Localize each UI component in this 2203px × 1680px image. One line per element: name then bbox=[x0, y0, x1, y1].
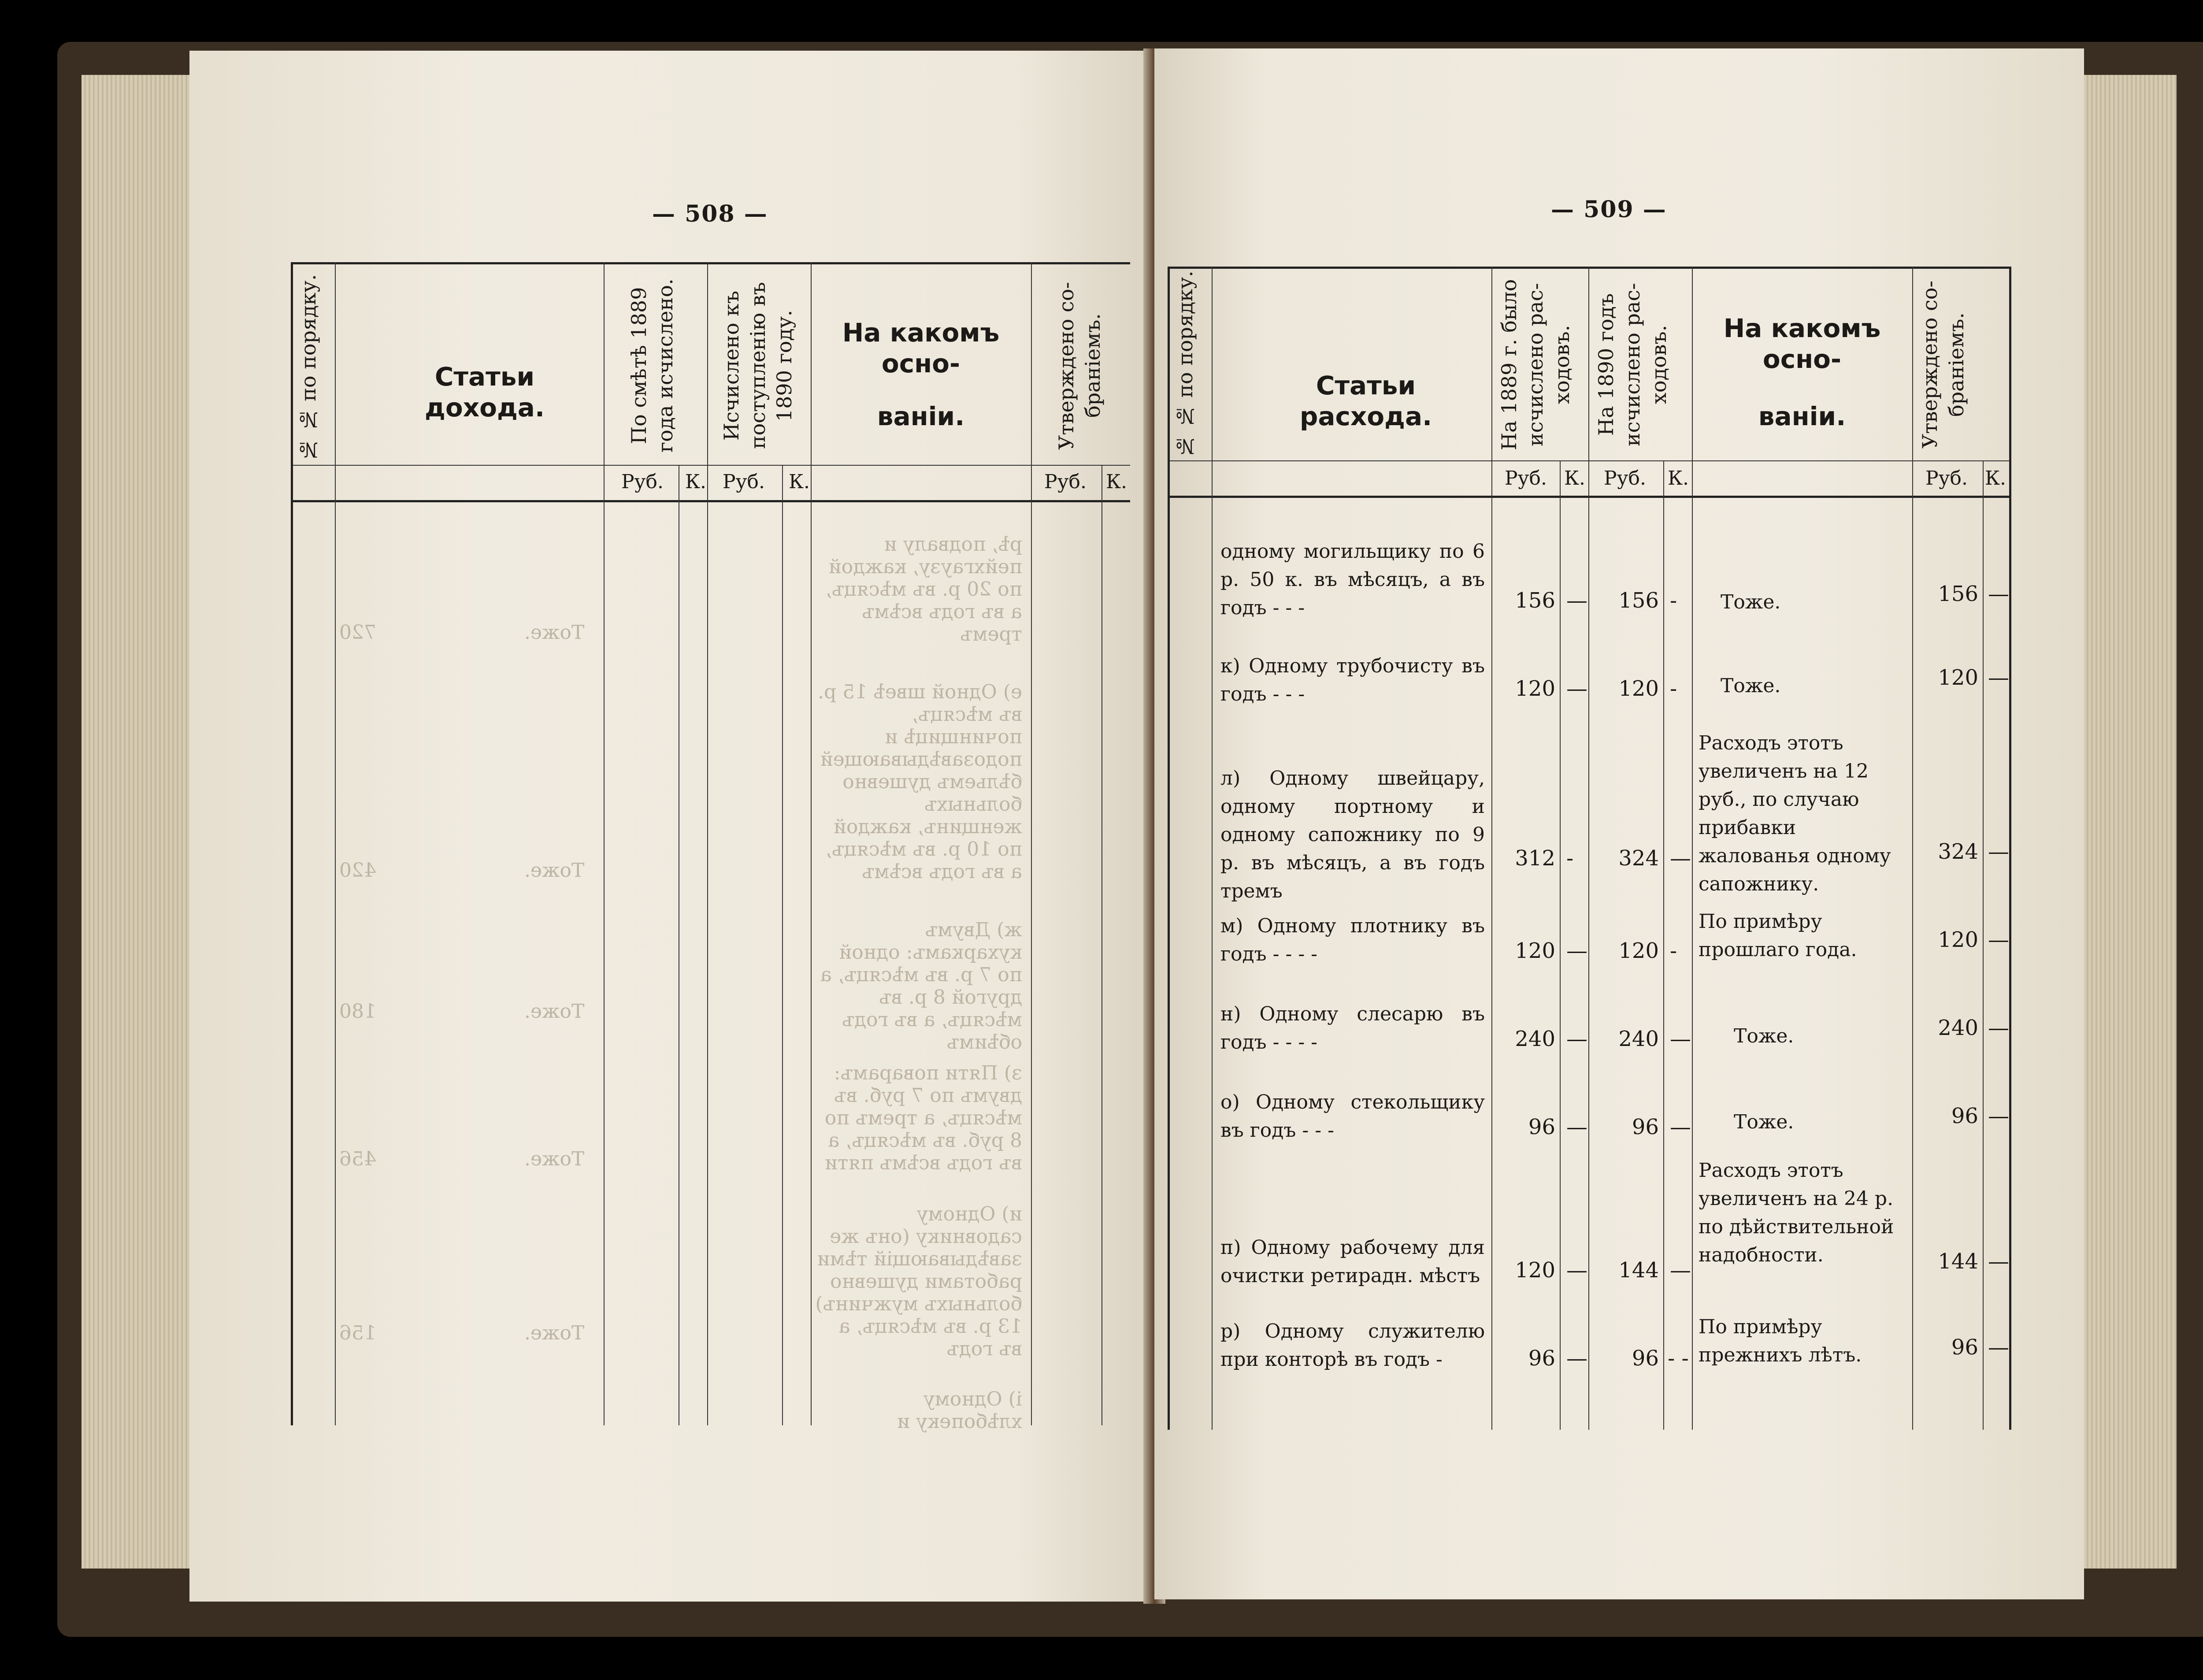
expense-1890-value: 96 bbox=[1632, 1115, 1659, 1139]
show-through-basis: Тоже. bbox=[524, 1148, 585, 1170]
expense-approved-value: 120 bbox=[1938, 665, 1978, 690]
expense-1889-kop: — bbox=[1566, 588, 1587, 613]
right-col-divider bbox=[1663, 460, 1664, 1430]
right-unit-kop: К. bbox=[1564, 467, 1586, 490]
expense-approved-kop: — bbox=[1988, 665, 2009, 690]
expense-approved-value: 156 bbox=[1938, 582, 1978, 606]
right-col-divider bbox=[1692, 267, 1693, 1430]
right-header-order: № № по порядку. bbox=[1173, 271, 1197, 458]
show-through-value: 720 bbox=[339, 621, 376, 644]
show-through-row: і) Одному хлѣбопеку и bbox=[897, 1388, 1022, 1433]
expense-approved-kop: — bbox=[1988, 927, 2009, 952]
expense-row-description: н) Одному слесарю въ годъ - - - - bbox=[1220, 1003, 1485, 1053]
left-header-bottom-rule bbox=[291, 500, 1130, 502]
expense-1889-kop: — bbox=[1566, 1027, 1587, 1051]
show-through-basis: Тоже. bbox=[524, 621, 585, 644]
left-header-approved: Утверждено со- браніемъ. bbox=[1054, 282, 1105, 450]
expense-1890-kop: - - bbox=[1668, 1346, 1689, 1371]
expense-approved-kop: — bbox=[1988, 582, 2009, 606]
expense-1889-value: 120 bbox=[1515, 938, 1555, 963]
left-header-basis-1: На какомъ осно- bbox=[842, 318, 1000, 378]
expense-1890-kop: - bbox=[1670, 938, 1677, 963]
left-col-divider bbox=[811, 262, 812, 1425]
expense-approved-kop: — bbox=[1988, 1016, 2009, 1040]
expense-basis: Расходъ этотъ увеличенъ на 24 р. по дѣйствительной надобности. bbox=[1699, 1159, 1894, 1266]
left-table-border bbox=[291, 262, 293, 1425]
expense-1889-kop: — bbox=[1566, 1115, 1587, 1139]
right-col-divider bbox=[1560, 460, 1561, 1430]
expense-1889-value: 96 bbox=[1528, 1115, 1555, 1139]
expense-row-description: к) Одному трубочисту въ годъ - - - bbox=[1220, 655, 1485, 705]
expense-approved-value: 240 bbox=[1938, 1016, 1978, 1040]
expense-1890-value: 120 bbox=[1618, 938, 1659, 963]
left-unit-kop: К. bbox=[1106, 471, 1127, 493]
expense-1890-kop: — bbox=[1670, 846, 1691, 871]
expense-approved-value: 324 bbox=[1938, 839, 1978, 864]
expense-1889-kop: - bbox=[1566, 846, 1574, 871]
expense-basis: Расходъ этотъ увеличенъ на 12 руб., по случаю прибавки жалованья одному сапожнику. bbox=[1699, 732, 1891, 895]
expense-1890-value: 144 bbox=[1618, 1258, 1659, 1283]
left-unit-rub: Руб. bbox=[723, 471, 765, 493]
expense-1890-kop: - bbox=[1670, 676, 1677, 701]
expense-row-description: одному могильщику по 6 р. 50 к. въ мѣсяцъ, а въ годъ - - - bbox=[1220, 540, 1485, 619]
left-page-edges bbox=[82, 75, 192, 1569]
show-through-value: 180 bbox=[339, 1000, 376, 1023]
expense-1889-value: 120 bbox=[1515, 1258, 1555, 1283]
expense-approved-kop: — bbox=[1988, 1249, 2009, 1274]
left-header-1889: По смѣтѣ 1889 года исчислено. bbox=[627, 278, 677, 453]
expense-approved-value: 144 bbox=[1938, 1249, 1978, 1274]
right-table-border bbox=[2009, 267, 2011, 1430]
expense-approved-value: 96 bbox=[1951, 1335, 1978, 1360]
expense-1890-value: 120 bbox=[1618, 676, 1659, 701]
expense-1890-value: 156 bbox=[1618, 588, 1659, 613]
right-unit-rub: Руб. bbox=[1604, 467, 1646, 490]
expense-1889-value: 312 bbox=[1515, 846, 1555, 871]
right-table-top-rule bbox=[1168, 267, 2011, 269]
left-unit-rub: Руб. bbox=[1044, 471, 1087, 493]
right-header-basis-1: На какомъ осно- bbox=[1723, 313, 1881, 374]
expense-row-description: о) Одному стекольщику въ годъ - - - bbox=[1220, 1091, 1485, 1142]
show-through-row: з) Пяти поварамъ: двумъ по 7 руб. въ мѣсяцъ, а тремъ по 8 руб. въ мѣсяцъ, а въ годъ всѣмъ пяти bbox=[824, 1062, 1022, 1174]
left-col-divider bbox=[604, 262, 605, 1425]
right-col-divider bbox=[1491, 267, 1492, 1430]
right-unit-rub: Руб. bbox=[1925, 467, 1968, 490]
show-through-basis: Тоже. bbox=[524, 1000, 585, 1023]
left-col-divider bbox=[707, 262, 708, 1425]
expense-basis: Тоже. bbox=[1721, 675, 1781, 697]
expense-1889-value: 156 bbox=[1515, 588, 1555, 613]
left-unit-rub: Руб. bbox=[621, 471, 664, 493]
expense-1889-value: 96 bbox=[1528, 1346, 1555, 1371]
right-col-divider bbox=[1983, 460, 1984, 1430]
right-unit-kop: К. bbox=[1985, 467, 2006, 490]
expense-basis: Тоже. bbox=[1734, 1111, 1794, 1133]
show-through-value: 420 bbox=[339, 859, 376, 882]
expense-1889-kop: — bbox=[1566, 938, 1587, 963]
show-through-basis: Тоже. bbox=[524, 859, 585, 882]
show-through-value: 156 bbox=[339, 1322, 376, 1344]
right-units-rule bbox=[1168, 460, 2011, 461]
right-header-bottom-rule bbox=[1168, 496, 2011, 498]
show-through-row: и) Одному садовнику (онъ же завѣдывающій тѣми работами душевно больныхъ мужчинъ) 13 р. въ мѣсяцъ, а въ годъ bbox=[815, 1203, 1022, 1360]
left-page-number: — 508 — bbox=[652, 200, 768, 227]
right-page-number: — 509 — bbox=[1551, 196, 1667, 223]
expense-row-description: л) Одному швейцару, одному портному и одному сапожнику по 9 р. въ мѣсяцъ, а въ годъ тремъ bbox=[1220, 767, 1485, 902]
expense-1889-kop: — bbox=[1566, 676, 1587, 701]
left-header-1890: Исчислено къ поступленію въ 1890 году. bbox=[719, 282, 796, 449]
left-col-divider bbox=[335, 262, 336, 1425]
left-unit-kop: К. bbox=[789, 471, 810, 493]
right-header-basis-2: ваніи. bbox=[1758, 401, 1846, 431]
expense-1889-kop: — bbox=[1566, 1258, 1587, 1283]
right-col-divider bbox=[1912, 267, 1913, 1430]
expense-basis: По примѣру прежнихъ лѣтъ. bbox=[1699, 1316, 1862, 1366]
right-col-divider bbox=[1212, 267, 1213, 1430]
expense-1890-value: 324 bbox=[1618, 846, 1659, 871]
expense-1889-kop: — bbox=[1566, 1346, 1587, 1371]
expense-approved-value: 120 bbox=[1938, 927, 1978, 952]
show-through-row: е) Одной швеѣ 15 р. въ мѣсяцъ, починщицѣ и подозавѣдывающей бѣльемъ душевно больныхъ женщинъ, каждой по 10 р. въ мѣсяцъ, а въ годъ всѣмъ bbox=[818, 681, 1022, 883]
expense-approved-kop: — bbox=[1988, 1104, 2009, 1128]
expense-1890-value: 240 bbox=[1618, 1027, 1659, 1051]
left-header-order: № № по порядку. bbox=[297, 274, 320, 462]
right-table-border bbox=[1168, 267, 1170, 1430]
right-unit-kop: К. bbox=[1668, 467, 1689, 490]
expense-1890-kop: - bbox=[1670, 588, 1677, 613]
left-header-items: Статьи дохода. bbox=[425, 362, 545, 423]
expense-1890-value: 96 bbox=[1632, 1346, 1659, 1371]
expense-row-description: м) Одному плотнику въ годъ - - - - bbox=[1220, 915, 1485, 965]
right-header-1890: На 1890 годъ исчислено рас- ходовъ. bbox=[1594, 283, 1671, 446]
expense-approved-kop: — bbox=[1988, 1335, 2009, 1360]
left-col-divider bbox=[782, 465, 783, 1425]
right-header-1889: На 1889 г. было исчислено рас- ходовъ. bbox=[1497, 279, 1574, 450]
show-through-row: ж) Двумъ кухаркамъ: одной по 7 р. въ мѣсяцъ, а другой 8 р. въ мѣсяцъ, а въ годъ обѣимъ bbox=[820, 919, 1022, 1053]
expense-row-description: п) Одному рабочему для очистки ретирадн. мѣстъ bbox=[1220, 1236, 1485, 1287]
right-col-divider bbox=[1588, 267, 1589, 1430]
expense-1890-kop: — bbox=[1670, 1115, 1691, 1139]
expense-basis: Тоже. bbox=[1721, 591, 1781, 613]
show-through-row: рѣ, подвалу и пейхгаузу, каждой по 20 р. въ мѣсяцъ, а въ годъ всѣмъ тремъ bbox=[825, 533, 1022, 645]
expense-approved-value: 96 bbox=[1951, 1104, 1978, 1128]
left-col-divider bbox=[1031, 262, 1032, 1425]
show-through-value: 456 bbox=[339, 1148, 376, 1170]
right-header-approved: Утверждено со- браніемъ. bbox=[1918, 280, 1968, 449]
right-unit-rub: Руб. bbox=[1505, 467, 1547, 490]
expense-row-description: р) Одному служителю при конторѣ въ годъ - bbox=[1220, 1320, 1485, 1371]
expense-1889-value: 120 bbox=[1515, 676, 1555, 701]
left-units-rule bbox=[291, 465, 1130, 466]
left-header-basis-2: ваніи. bbox=[877, 401, 965, 431]
expense-basis: Тоже. bbox=[1734, 1025, 1794, 1047]
right-header-items: Статьи расхода. bbox=[1299, 371, 1432, 431]
left-table-top-rule bbox=[291, 262, 1130, 264]
expense-basis: По примѣру прошлаго года. bbox=[1699, 910, 1857, 961]
expense-approved-kop: — bbox=[1988, 839, 2009, 864]
left-unit-kop: К. bbox=[685, 471, 707, 493]
expense-1889-value: 240 bbox=[1515, 1027, 1555, 1051]
expense-1890-kop: — bbox=[1670, 1258, 1691, 1283]
expense-1890-kop: — bbox=[1670, 1027, 1691, 1051]
show-through-basis: Тоже. bbox=[524, 1322, 585, 1344]
